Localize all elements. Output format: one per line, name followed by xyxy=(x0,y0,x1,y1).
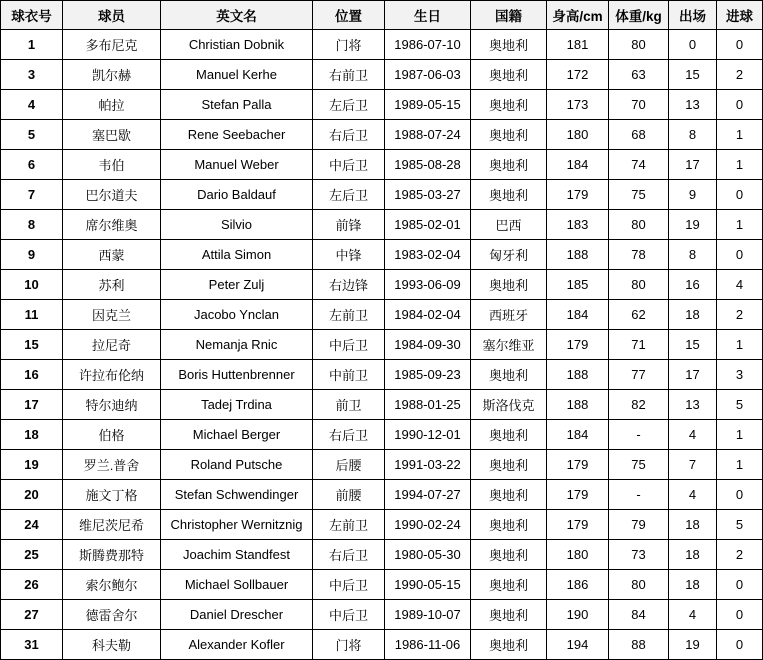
column-header-appearances: 出场 xyxy=(669,1,717,30)
cell-player-name-cn: 施文丁格 xyxy=(63,480,161,510)
cell-appearances: 18 xyxy=(669,540,717,570)
cell-goals: 2 xyxy=(717,60,763,90)
cell-player-name-cn: 罗兰.普舍 xyxy=(63,450,161,480)
cell-nationality: 巴西 xyxy=(471,210,547,240)
cell-goals: 0 xyxy=(717,630,763,660)
column-header-goals: 进球 xyxy=(717,1,763,30)
cell-height: 180 xyxy=(547,120,609,150)
cell-appearances: 4 xyxy=(669,420,717,450)
cell-appearances: 17 xyxy=(669,150,717,180)
cell-nationality: 奥地利 xyxy=(471,600,547,630)
cell-shirt-number: 24 xyxy=(1,510,63,540)
table-body xyxy=(1,30,763,660)
cell-nationality: 斯洛伐克 xyxy=(471,390,547,420)
cell-appearances: 19 xyxy=(669,210,717,240)
cell-appearances: 8 xyxy=(669,120,717,150)
cell-player-name-cn: 德雷舍尔 xyxy=(63,600,161,630)
cell-player-name-en: Alexander Kofler xyxy=(161,630,313,660)
cell-player-name-en: Michael Sollbauer xyxy=(161,570,313,600)
cell-shirt-number: 5 xyxy=(1,120,63,150)
cell-shirt-number: 10 xyxy=(1,270,63,300)
cell-height: 190 xyxy=(547,600,609,630)
table-row xyxy=(1,390,763,420)
cell-appearances: 15 xyxy=(669,330,717,360)
cell-weight: 80 xyxy=(609,570,669,600)
cell-birthday: 1985-02-01 xyxy=(385,210,471,240)
cell-appearances: 18 xyxy=(669,570,717,600)
cell-player-name-cn: 科夫勒 xyxy=(63,630,161,660)
cell-player-name-cn: 索尔鲍尔 xyxy=(63,570,161,600)
table-row xyxy=(1,300,763,330)
cell-nationality: 奥地利 xyxy=(471,420,547,450)
cell-birthday: 1994-07-27 xyxy=(385,480,471,510)
table-row xyxy=(1,270,763,300)
cell-position: 左后卫 xyxy=(313,90,385,120)
table-row xyxy=(1,180,763,210)
cell-position: 中后卫 xyxy=(313,330,385,360)
cell-appearances: 18 xyxy=(669,300,717,330)
cell-position: 中后卫 xyxy=(313,600,385,630)
cell-appearances: 9 xyxy=(669,180,717,210)
cell-shirt-number: 31 xyxy=(1,630,63,660)
cell-shirt-number: 11 xyxy=(1,300,63,330)
cell-shirt-number: 26 xyxy=(1,570,63,600)
cell-player-name-cn: 塞巴歇 xyxy=(63,120,161,150)
table-row xyxy=(1,540,763,570)
cell-shirt-number: 1 xyxy=(1,30,63,60)
cell-weight: 62 xyxy=(609,300,669,330)
cell-birthday: 1990-02-24 xyxy=(385,510,471,540)
cell-appearances: 8 xyxy=(669,240,717,270)
cell-nationality: 奥地利 xyxy=(471,360,547,390)
cell-position: 左前卫 xyxy=(313,510,385,540)
cell-player-name-en: Michael Berger xyxy=(161,420,313,450)
cell-goals: 2 xyxy=(717,300,763,330)
cell-position: 右前卫 xyxy=(313,60,385,90)
cell-birthday: 1985-08-28 xyxy=(385,150,471,180)
cell-goals: 1 xyxy=(717,150,763,180)
cell-position: 前锋 xyxy=(313,210,385,240)
cell-shirt-number: 18 xyxy=(1,420,63,450)
cell-weight: - xyxy=(609,420,669,450)
cell-height: 184 xyxy=(547,420,609,450)
cell-position: 右后卫 xyxy=(313,540,385,570)
cell-position: 中后卫 xyxy=(313,570,385,600)
cell-position: 左后卫 xyxy=(313,180,385,210)
cell-goals: 0 xyxy=(717,600,763,630)
cell-shirt-number: 25 xyxy=(1,540,63,570)
table-row xyxy=(1,30,763,60)
cell-nationality: 奥地利 xyxy=(471,630,547,660)
cell-birthday: 1985-09-23 xyxy=(385,360,471,390)
cell-weight: 78 xyxy=(609,240,669,270)
cell-birthday: 1987-06-03 xyxy=(385,60,471,90)
cell-appearances: 19 xyxy=(669,630,717,660)
cell-goals: 0 xyxy=(717,570,763,600)
cell-shirt-number: 27 xyxy=(1,600,63,630)
cell-position: 右边锋 xyxy=(313,270,385,300)
cell-player-name-en: Daniel Drescher xyxy=(161,600,313,630)
cell-height: 188 xyxy=(547,240,609,270)
cell-height: 179 xyxy=(547,510,609,540)
cell-player-name-en: Christian Dobnik xyxy=(161,30,313,60)
cell-player-name-en: Manuel Kerhe xyxy=(161,60,313,90)
table-row xyxy=(1,570,763,600)
cell-nationality: 奥地利 xyxy=(471,150,547,180)
cell-birthday: 1985-03-27 xyxy=(385,180,471,210)
table-row xyxy=(1,450,763,480)
cell-height: 188 xyxy=(547,390,609,420)
cell-player-name-en: Dario Baldauf xyxy=(161,180,313,210)
cell-player-name-cn: 斯腾费那特 xyxy=(63,540,161,570)
cell-goals: 3 xyxy=(717,360,763,390)
cell-weight: 63 xyxy=(609,60,669,90)
cell-goals: 0 xyxy=(717,240,763,270)
cell-position: 中后卫 xyxy=(313,150,385,180)
table-row xyxy=(1,150,763,180)
cell-height: 179 xyxy=(547,480,609,510)
cell-nationality: 奥地利 xyxy=(471,480,547,510)
cell-birthday: 1988-01-25 xyxy=(385,390,471,420)
cell-position: 左前卫 xyxy=(313,300,385,330)
table-row xyxy=(1,630,763,660)
cell-weight: - xyxy=(609,480,669,510)
cell-position: 后腰 xyxy=(313,450,385,480)
cell-player-name-cn: 苏利 xyxy=(63,270,161,300)
cell-player-name-cn: 韦伯 xyxy=(63,150,161,180)
cell-goals: 5 xyxy=(717,390,763,420)
column-header-nationality: 国籍 xyxy=(471,1,547,30)
cell-player-name-en: Rene Seebacher xyxy=(161,120,313,150)
cell-birthday: 1990-12-01 xyxy=(385,420,471,450)
cell-weight: 77 xyxy=(609,360,669,390)
cell-position: 门将 xyxy=(313,30,385,60)
cell-shirt-number: 20 xyxy=(1,480,63,510)
cell-height: 183 xyxy=(547,210,609,240)
cell-weight: 74 xyxy=(609,150,669,180)
cell-nationality: 塞尔维亚 xyxy=(471,330,547,360)
cell-position: 中前卫 xyxy=(313,360,385,390)
cell-birthday: 1993-06-09 xyxy=(385,270,471,300)
cell-goals: 1 xyxy=(717,210,763,240)
cell-goals: 0 xyxy=(717,180,763,210)
table-row xyxy=(1,120,763,150)
cell-player-name-en: Nemanja Rnic xyxy=(161,330,313,360)
cell-height: 194 xyxy=(547,630,609,660)
cell-shirt-number: 9 xyxy=(1,240,63,270)
cell-birthday: 1980-05-30 xyxy=(385,540,471,570)
cell-nationality: 匈牙利 xyxy=(471,240,547,270)
cell-player-name-cn: 巴尔道夫 xyxy=(63,180,161,210)
column-header-shirt-number: 球衣号 xyxy=(1,1,63,30)
cell-player-name-en: Tadej Trdina xyxy=(161,390,313,420)
cell-player-name-cn: 席尔维奥 xyxy=(63,210,161,240)
cell-goals: 1 xyxy=(717,330,763,360)
cell-birthday: 1984-02-04 xyxy=(385,300,471,330)
cell-nationality: 奥地利 xyxy=(471,60,547,90)
column-header-height: 身高/cm xyxy=(547,1,609,30)
cell-position: 右后卫 xyxy=(313,120,385,150)
cell-birthday: 1986-11-06 xyxy=(385,630,471,660)
cell-position: 右后卫 xyxy=(313,420,385,450)
cell-weight: 68 xyxy=(609,120,669,150)
cell-appearances: 4 xyxy=(669,480,717,510)
cell-nationality: 奥地利 xyxy=(471,90,547,120)
cell-height: 185 xyxy=(547,270,609,300)
cell-nationality: 奥地利 xyxy=(471,510,547,540)
cell-nationality: 奥地利 xyxy=(471,180,547,210)
cell-birthday: 1984-09-30 xyxy=(385,330,471,360)
column-header-position: 位置 xyxy=(313,1,385,30)
cell-height: 184 xyxy=(547,300,609,330)
cell-goals: 1 xyxy=(717,450,763,480)
cell-position: 前卫 xyxy=(313,390,385,420)
cell-goals: 0 xyxy=(717,30,763,60)
cell-height: 179 xyxy=(547,330,609,360)
cell-position: 前腰 xyxy=(313,480,385,510)
cell-weight: 80 xyxy=(609,270,669,300)
cell-weight: 80 xyxy=(609,30,669,60)
cell-player-name-en: Roland Putsche xyxy=(161,450,313,480)
table-row xyxy=(1,240,763,270)
cell-goals: 2 xyxy=(717,540,763,570)
cell-player-name-en: Manuel Weber xyxy=(161,150,313,180)
cell-goals: 0 xyxy=(717,90,763,120)
table-row xyxy=(1,90,763,120)
cell-birthday: 1989-05-15 xyxy=(385,90,471,120)
cell-height: 173 xyxy=(547,90,609,120)
table-header xyxy=(1,1,763,30)
cell-player-name-en: Stefan Schwendinger xyxy=(161,480,313,510)
cell-birthday: 1986-07-10 xyxy=(385,30,471,60)
cell-player-name-cn: 许拉布伦纳 xyxy=(63,360,161,390)
cell-appearances: 15 xyxy=(669,60,717,90)
cell-player-name-en: Boris Huttenbrenner xyxy=(161,360,313,390)
cell-birthday: 1983-02-04 xyxy=(385,240,471,270)
cell-goals: 1 xyxy=(717,420,763,450)
cell-birthday: 1990-05-15 xyxy=(385,570,471,600)
cell-appearances: 13 xyxy=(669,90,717,120)
cell-shirt-number: 7 xyxy=(1,180,63,210)
cell-weight: 75 xyxy=(609,180,669,210)
cell-weight: 80 xyxy=(609,210,669,240)
column-header-birthday: 生日 xyxy=(385,1,471,30)
cell-player-name-en: Christopher Wernitznig xyxy=(161,510,313,540)
cell-shirt-number: 6 xyxy=(1,150,63,180)
cell-appearances: 16 xyxy=(669,270,717,300)
cell-height: 179 xyxy=(547,180,609,210)
cell-weight: 70 xyxy=(609,90,669,120)
cell-player-name-cn: 西蒙 xyxy=(63,240,161,270)
cell-appearances: 17 xyxy=(669,360,717,390)
cell-goals: 0 xyxy=(717,480,763,510)
cell-weight: 75 xyxy=(609,450,669,480)
cell-height: 172 xyxy=(547,60,609,90)
cell-height: 186 xyxy=(547,570,609,600)
cell-height: 188 xyxy=(547,360,609,390)
cell-player-name-cn: 伯格 xyxy=(63,420,161,450)
table-row xyxy=(1,330,763,360)
cell-shirt-number: 17 xyxy=(1,390,63,420)
cell-weight: 88 xyxy=(609,630,669,660)
table-row xyxy=(1,480,763,510)
cell-player-name-cn: 拉尼奇 xyxy=(63,330,161,360)
table-row xyxy=(1,360,763,390)
cell-weight: 71 xyxy=(609,330,669,360)
cell-player-name-en: Stefan Palla xyxy=(161,90,313,120)
cell-player-name-en: Joachim Standfest xyxy=(161,540,313,570)
cell-appearances: 4 xyxy=(669,600,717,630)
table-row xyxy=(1,420,763,450)
cell-player-name-cn: 多布尼克 xyxy=(63,30,161,60)
cell-goals: 1 xyxy=(717,120,763,150)
cell-position: 中锋 xyxy=(313,240,385,270)
cell-player-name-cn: 特尔迪纳 xyxy=(63,390,161,420)
cell-appearances: 0 xyxy=(669,30,717,60)
column-header-player-name-cn: 球员 xyxy=(63,1,161,30)
cell-player-name-cn: 帕拉 xyxy=(63,90,161,120)
cell-shirt-number: 4 xyxy=(1,90,63,120)
cell-goals: 4 xyxy=(717,270,763,300)
table-row xyxy=(1,600,763,630)
cell-nationality: 奥地利 xyxy=(471,450,547,480)
cell-height: 184 xyxy=(547,150,609,180)
cell-shirt-number: 3 xyxy=(1,60,63,90)
cell-shirt-number: 16 xyxy=(1,360,63,390)
cell-weight: 79 xyxy=(609,510,669,540)
cell-nationality: 奥地利 xyxy=(471,270,547,300)
cell-weight: 73 xyxy=(609,540,669,570)
cell-nationality: 奥地利 xyxy=(471,120,547,150)
cell-player-name-en: Attila Simon xyxy=(161,240,313,270)
cell-appearances: 13 xyxy=(669,390,717,420)
column-header-player-name-en: 英文名 xyxy=(161,1,313,30)
cell-appearances: 7 xyxy=(669,450,717,480)
cell-nationality: 西班牙 xyxy=(471,300,547,330)
cell-player-name-en: Jacobo Ynclan xyxy=(161,300,313,330)
cell-goals: 5 xyxy=(717,510,763,540)
cell-player-name-en: Peter Zulj xyxy=(161,270,313,300)
cell-shirt-number: 8 xyxy=(1,210,63,240)
table-row xyxy=(1,60,763,90)
cell-player-name-cn: 因克兰 xyxy=(63,300,161,330)
cell-position: 门将 xyxy=(313,630,385,660)
cell-appearances: 18 xyxy=(669,510,717,540)
cell-height: 179 xyxy=(547,450,609,480)
cell-weight: 82 xyxy=(609,390,669,420)
table-header-row xyxy=(1,1,763,30)
cell-nationality: 奥地利 xyxy=(471,30,547,60)
cell-height: 180 xyxy=(547,540,609,570)
cell-player-name-cn: 凯尔赫 xyxy=(63,60,161,90)
cell-birthday: 1991-03-22 xyxy=(385,450,471,480)
cell-nationality: 奥地利 xyxy=(471,570,547,600)
cell-birthday: 1988-07-24 xyxy=(385,120,471,150)
cell-shirt-number: 19 xyxy=(1,450,63,480)
column-header-weight: 体重/kg xyxy=(609,1,669,30)
cell-weight: 84 xyxy=(609,600,669,630)
table-row xyxy=(1,510,763,540)
table-row xyxy=(1,210,763,240)
cell-birthday: 1989-10-07 xyxy=(385,600,471,630)
cell-player-name-en: Silvio xyxy=(161,210,313,240)
cell-shirt-number: 15 xyxy=(1,330,63,360)
cell-nationality: 奥地利 xyxy=(471,540,547,570)
cell-player-name-cn: 维尼茨尼希 xyxy=(63,510,161,540)
cell-height: 181 xyxy=(547,30,609,60)
